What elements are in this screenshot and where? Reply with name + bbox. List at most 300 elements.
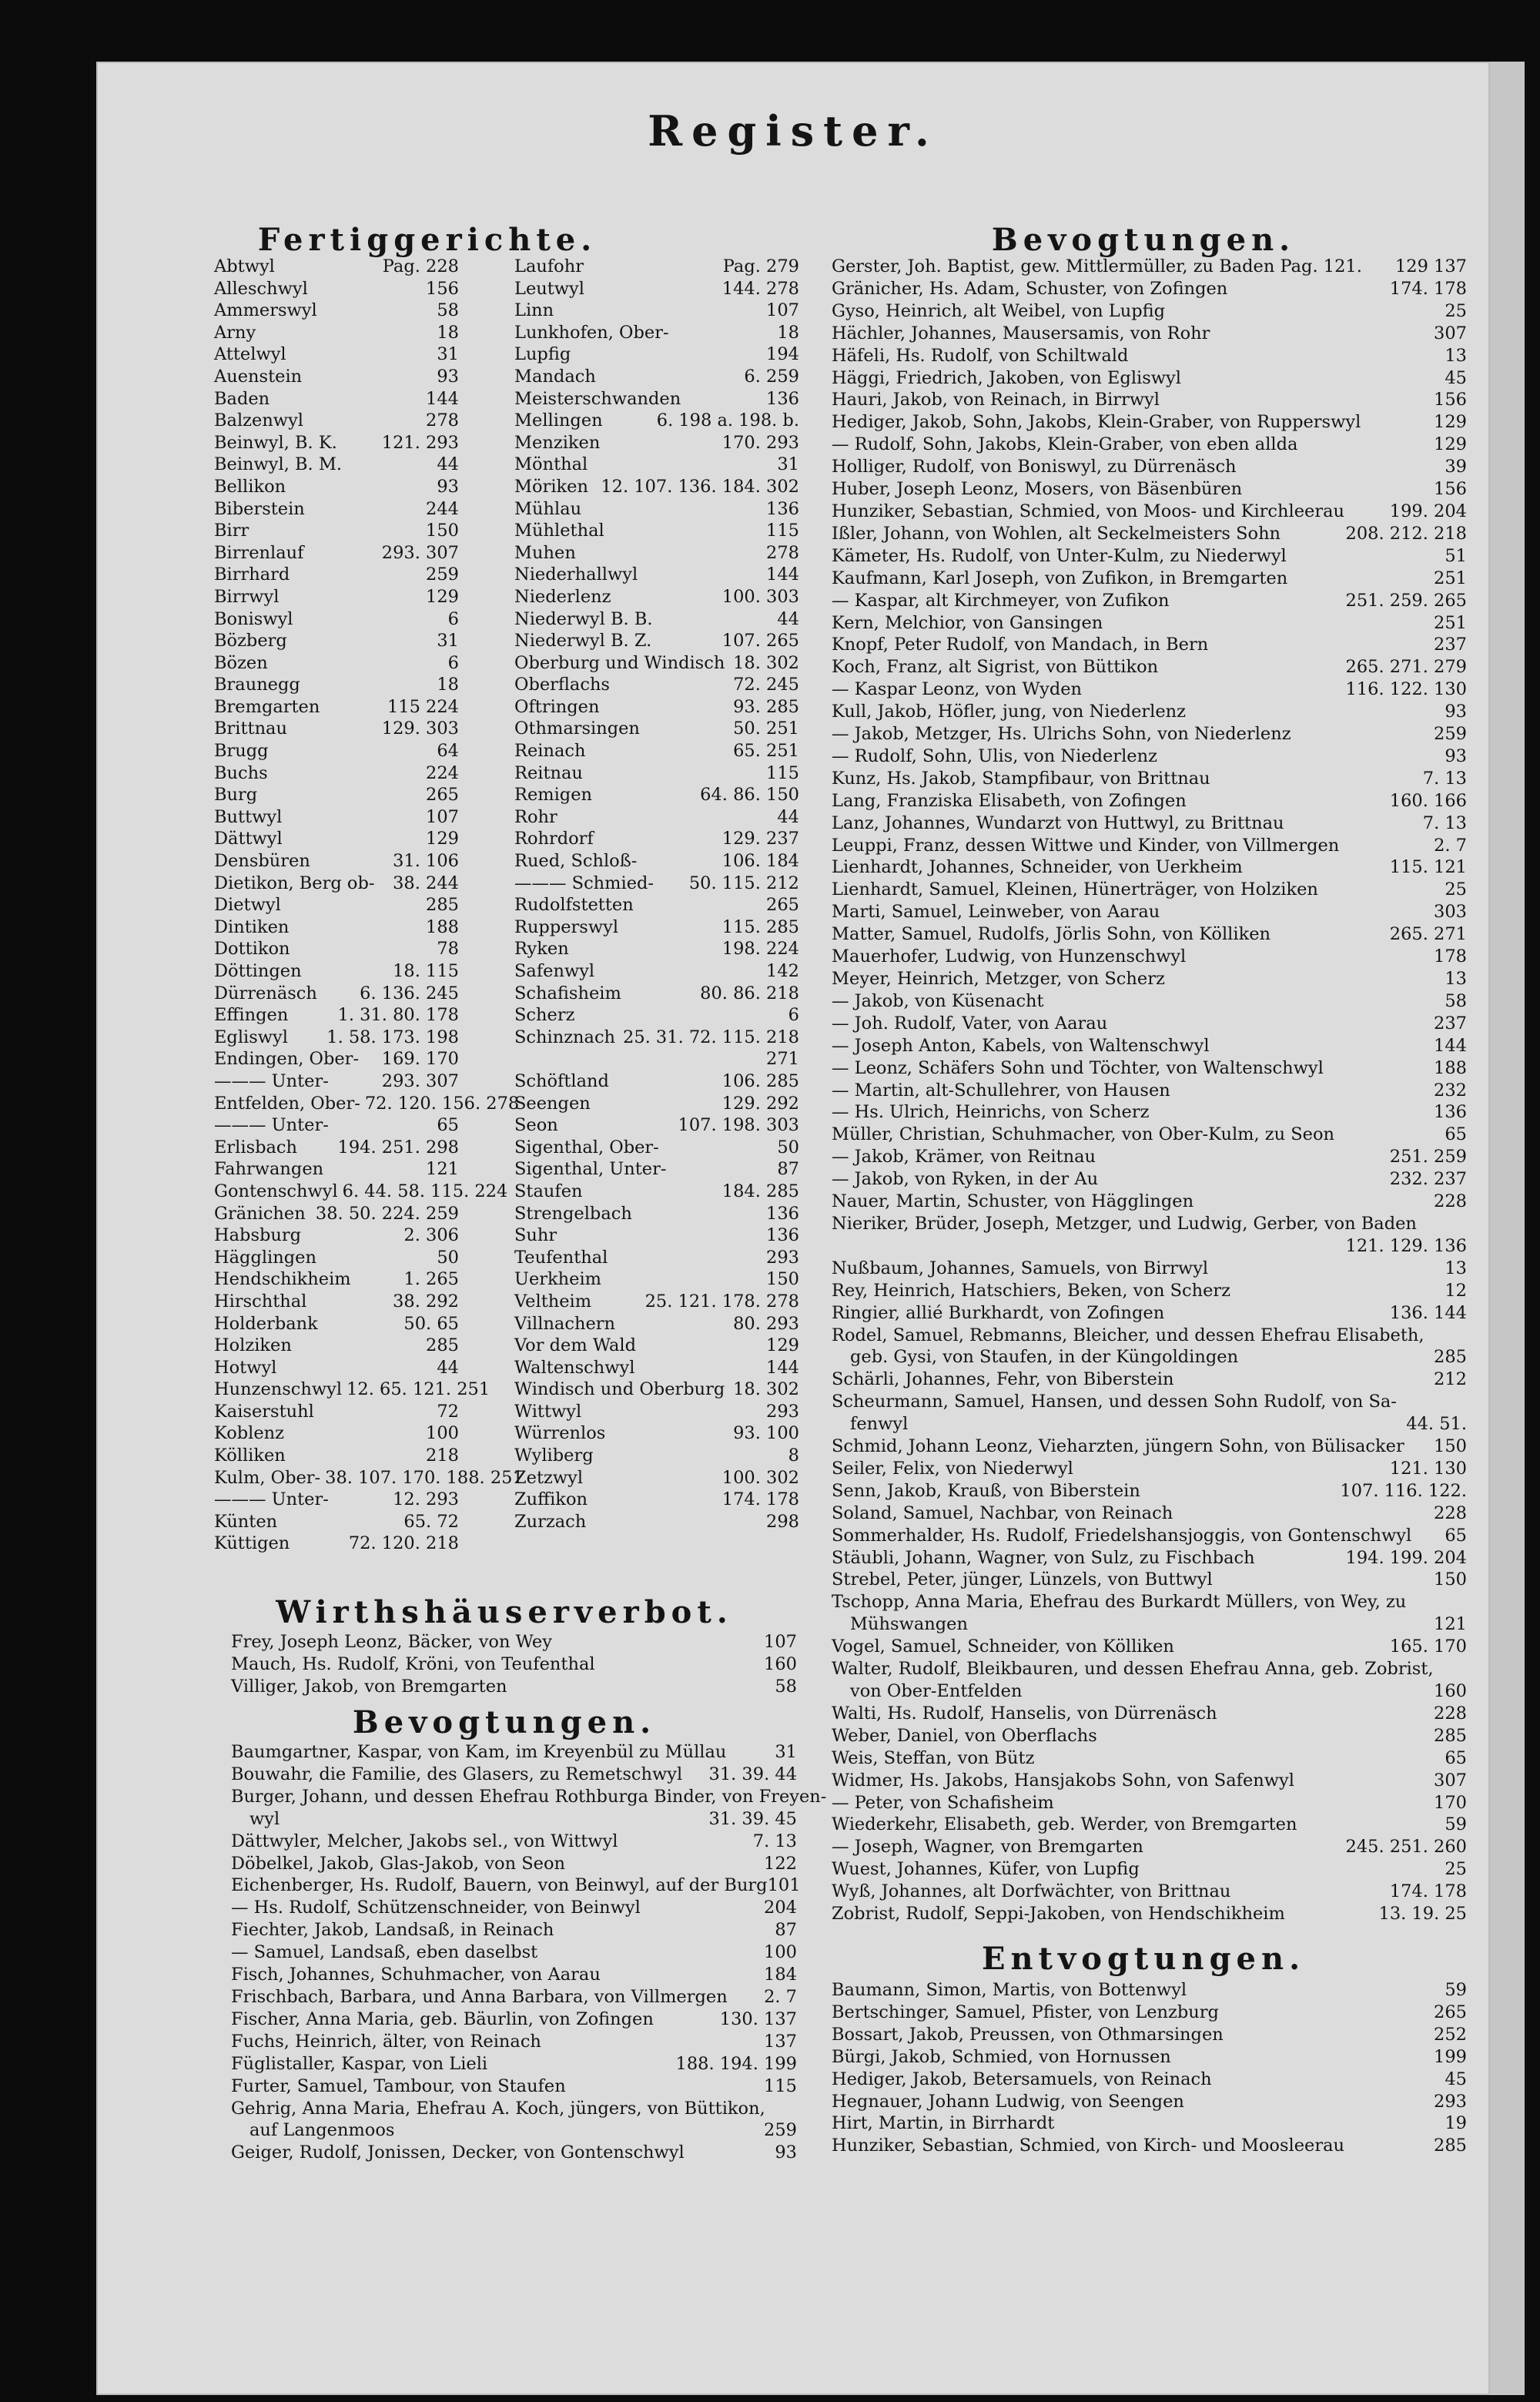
page-numbers: 50: [777, 1137, 799, 1157]
index-entry: [231, 1941, 797, 1964]
place-name: Kölliken: [214, 1446, 286, 1466]
place-name: Auenstein: [214, 366, 303, 387]
place-name: Döttingen: [214, 961, 302, 981]
entry-name: Gehrig, Anna Maria, Ehefrau A. Koch, jüngers, von Büttikon,: [231, 2098, 765, 2119]
page-numbers: 121: [1434, 1614, 1467, 1635]
index-row: [514, 1158, 799, 1181]
entry-continuation: [832, 1413, 1467, 1436]
entry-name: — Samuel, Landsaß, eben daselbst: [231, 1942, 538, 1963]
page-numbers: 106. 285: [721, 1070, 799, 1091]
place-name: Villiger, Jakob, von Bremgarten: [231, 1676, 507, 1697]
index-row: [514, 762, 799, 785]
entry-name: Baumgartner, Kaspar, von Kam, im Kreyenbül zu Müllau: [231, 1742, 727, 1762]
page-numbers: 150: [766, 1269, 799, 1290]
entry-name: — Jakob, Metzger, Hs. Ulrichs Sohn, von Niederlenz: [832, 724, 1291, 745]
index-row: [514, 586, 799, 608]
page-numbers: 65: [1445, 1525, 1467, 1546]
index-row: [214, 366, 459, 388]
index-entry: [832, 1725, 1467, 1747]
entry-name: Hediger, Jakob, Sohn, Jakobs, Klein-Graber, von Rupperswyl: [832, 412, 1361, 433]
entry-name: Marti, Samuel, Leinweber, von Aarau: [832, 902, 1160, 923]
page-numbers: 265: [766, 895, 799, 916]
index-row: [514, 520, 799, 542]
index-row: [214, 1401, 459, 1423]
page-numbers: 129: [1434, 412, 1467, 433]
page-numbers: 204: [764, 1898, 797, 1918]
page-numbers: 38. 292: [393, 1291, 459, 1312]
place-name: Birrenlauf: [214, 542, 304, 563]
place-name: Oftringen: [514, 696, 600, 717]
index-row: [214, 1093, 520, 1115]
page-numbers: 136: [1434, 1102, 1467, 1123]
page-numbers: 251: [1434, 612, 1467, 633]
place-name: Dürrenäsch: [214, 983, 317, 1003]
index-row: [214, 256, 459, 278]
index-row: [514, 498, 799, 521]
place-name: Rupperswyl: [514, 916, 619, 937]
entry-name: auf Langenmoos: [249, 2120, 395, 2141]
page-numbers: 307: [1434, 1770, 1467, 1791]
entry-name: Walti, Hs. Rudolf, Hanselis, von Dürrenäsch: [832, 1703, 1217, 1724]
index-row: [514, 1445, 799, 1467]
index-entry: [832, 879, 1467, 901]
page-numbers: 12. 65. 121. 251: [346, 1379, 490, 1400]
entry-name: Müller, Christian, Schuhmacher, von Ober-Kulm, zu Seon: [832, 1124, 1335, 1145]
page-numbers: 1. 265: [403, 1269, 459, 1290]
page-numbers: 265: [426, 785, 459, 806]
index-row: [514, 983, 799, 1005]
page-numbers: 265: [1434, 2002, 1467, 2022]
index-row: [514, 1070, 799, 1093]
page-numbers: 8: [788, 1446, 799, 1466]
place-name: Gontenschwyl: [214, 1181, 338, 1201]
index-row: [214, 476, 459, 498]
page-numbers: 150: [426, 521, 459, 541]
place-name: Bertschinger, Samuel, Pfister, von Lenzburg: [832, 2002, 1219, 2022]
index-entry: [832, 1591, 1467, 1613]
index-row: [514, 564, 799, 586]
fertiggerichte-column-2: [514, 256, 799, 1533]
page-numbers: 18. 115: [393, 961, 459, 981]
page-numbers: 6. 198 a. 198. b.: [656, 410, 799, 431]
place-name: Baumann, Simon, Martis, von Bottenwyl: [832, 1980, 1187, 2000]
entry-name: Rey, Heinrich, Hatschiers, Beken, von Scherz: [832, 1280, 1231, 1301]
page-numbers: 244: [426, 498, 459, 519]
page-numbers: 174. 178: [721, 1489, 799, 1510]
index-entry: [832, 1480, 1467, 1503]
entry-name: Stäubli, Johann, Wagner, von Sulz, zu Fischbach: [832, 1547, 1255, 1568]
index-row: [514, 1114, 799, 1137]
entry-name: Häfeli, Hs. Rudolf, von Schiltwald: [832, 345, 1129, 366]
index-row: [214, 1158, 459, 1181]
page-numbers: 293. 307: [381, 1070, 459, 1091]
entry-name: Hächler, Johannes, Mausersamis, von Rohr: [832, 323, 1210, 343]
entvogtungen-list: [832, 1979, 1467, 2157]
index-row: [514, 630, 799, 652]
page-numbers: 18: [777, 322, 799, 343]
entry-name: — Jakob, von Ryken, in der Au: [832, 1169, 1099, 1190]
page-numbers: 169. 170: [381, 1049, 459, 1070]
bevogtungen-right-heading: Bevogtungen.: [991, 222, 1296, 258]
index-row: [214, 762, 459, 785]
page-numbers: 65: [1445, 1124, 1467, 1145]
index-entry: [832, 1503, 1467, 1525]
index-row: [214, 1114, 459, 1137]
page-numbers: 45: [1445, 367, 1467, 388]
index-row: [214, 1511, 459, 1533]
index-row: [214, 586, 459, 608]
page-numbers: 59: [1445, 1980, 1467, 2000]
index-row: [214, 1224, 459, 1247]
entry-name: Gränicher, Hs. Adam, Schuster, von Zofingen: [832, 278, 1228, 299]
index-entry: [832, 590, 1467, 612]
entry-name: Kämeter, Hs. Rudolf, von Unter-Kulm, zu Niederwyl: [832, 545, 1287, 566]
index-row: [514, 410, 799, 432]
place-name: Hirschthal: [214, 1291, 307, 1312]
index-row: [214, 343, 459, 366]
place-name: Rohr: [514, 806, 557, 827]
index-entry: [231, 1741, 797, 1764]
index-row: [514, 476, 799, 498]
index-entry: [832, 1280, 1467, 1302]
page-numbers: 107: [426, 806, 459, 827]
index-row: [214, 960, 459, 983]
page-numbers: 129. 303: [381, 719, 459, 739]
page-numbers: 194. 199. 204: [1345, 1547, 1467, 1568]
place-name: Braunegg: [214, 675, 300, 695]
index-entry: [832, 1258, 1467, 1280]
place-name: Schinznach: [514, 1027, 616, 1047]
index-row: [214, 1181, 508, 1203]
entry-name: Soland, Samuel, Nachbar, von Reinach: [832, 1503, 1173, 1523]
place-name: Seengen: [514, 1093, 591, 1114]
place-name: Birrwyl: [214, 586, 280, 607]
place-name: Koblenz: [214, 1423, 285, 1444]
page-numbers: 100: [764, 1942, 797, 1963]
page-numbers: 100. 303: [721, 586, 799, 607]
page-numbers: 50. 251: [733, 719, 799, 739]
entry-name: Mühswangen: [850, 1614, 968, 1635]
index-entry: [832, 1146, 1467, 1168]
page-numbers: 116. 122. 130: [1345, 679, 1467, 700]
entry-name: Huber, Joseph Leonz, Mosers, von Bäsenbüren: [832, 479, 1243, 500]
place-name: Hendschikheim: [214, 1269, 351, 1290]
entry-name: Geiger, Rudolf, Jonissen, Decker, von Gontenschwyl: [231, 2142, 685, 2163]
index-entry: [832, 1057, 1467, 1080]
index-row: [514, 828, 799, 850]
place-name: Menziken: [514, 432, 601, 453]
index-row: [514, 1224, 799, 1247]
page-numbers: 150: [1434, 1436, 1467, 1457]
page-numbers: 2. 7: [1434, 835, 1467, 856]
index-row: [214, 278, 459, 300]
index-entry: [832, 1213, 1467, 1235]
page-numbers: 58: [1445, 990, 1467, 1011]
index-row: [514, 696, 799, 719]
index-entry: [832, 300, 1467, 323]
place-name: Hägglingen: [214, 1247, 316, 1268]
page-numbers: 144. 278: [721, 278, 799, 299]
page-numbers: 137: [764, 2031, 797, 2052]
page-numbers: 144: [766, 564, 799, 585]
page-numbers: 232: [1434, 1080, 1467, 1100]
page-numbers: 129: [426, 586, 459, 607]
place-name: Holziken: [214, 1335, 292, 1356]
entry-name: Rodel, Samuel, Rebmanns, Bleicher, und dessen Ehefrau Elisabeth,: [832, 1325, 1424, 1345]
place-name: Veltheim: [514, 1291, 592, 1312]
entry-name: Bouwahr, die Familie, des Glasers, zu Remetschwyl: [231, 1764, 683, 1784]
index-entry: [832, 1168, 1467, 1191]
index-row: [214, 696, 459, 719]
index-entry: [832, 1013, 1467, 1035]
page-numbers: 93: [437, 366, 459, 387]
index-entry: [832, 812, 1467, 835]
entry-name: Ringier, allié Burkhardt, von Zofingen: [832, 1302, 1165, 1323]
page-numbers: 64: [437, 741, 459, 762]
place-name: Mauch, Hs. Rudolf, Kröni, von Teufenthal: [231, 1653, 595, 1674]
index-entry: [231, 2008, 797, 2031]
index-entry: [832, 723, 1467, 745]
page-numbers: 285: [426, 895, 459, 916]
page-numbers: 38. 50. 224. 259: [315, 1203, 459, 1224]
page-numbers: 115 224: [387, 696, 459, 717]
entry-name: Wiederkehr, Elisabeth, geb. Werder, von Bremgarten: [832, 1814, 1297, 1835]
entry-name: Lanz, Johannes, Wundarzt von Huttwyl, zu Brittnau: [832, 812, 1284, 833]
page-numbers: 12. 107. 136. 184. 302: [601, 476, 799, 497]
page-numbers: 245. 251. 260: [1345, 1837, 1467, 1858]
page-numbers: 12: [1445, 1280, 1467, 1301]
index-entry: [832, 568, 1467, 590]
index-row: [832, 2135, 1467, 2157]
index-row: [514, 1268, 799, 1291]
index-entry: [832, 434, 1467, 456]
index-entry: [832, 411, 1467, 434]
index-row: [231, 1631, 797, 1653]
page-numbers: 31. 106: [393, 851, 459, 872]
index-entry: [832, 990, 1467, 1013]
page-numbers: 136. 144: [1389, 1302, 1467, 1323]
place-name: Ryken: [514, 939, 569, 960]
page-numbers: 121. 129. 136: [1345, 1235, 1467, 1256]
page-numbers: 78: [437, 939, 459, 960]
page-numbers: 25: [1445, 300, 1467, 321]
place-name: Erlisbach: [214, 1137, 298, 1157]
page-numbers: 115: [766, 762, 799, 783]
index-row: [514, 1379, 799, 1401]
index-row: [832, 2112, 1467, 2135]
place-name: Lunkhofen, Ober-: [514, 322, 669, 343]
page-numbers: 174. 178: [1389, 278, 1467, 299]
index-row: [514, 300, 799, 322]
index-row: [514, 1335, 799, 1357]
index-entry: [832, 856, 1467, 879]
entry-name: — Jakob, von Küsenacht: [832, 990, 1044, 1011]
place-name: Densbüren: [214, 851, 310, 872]
page-numbers: 188: [1434, 1057, 1467, 1078]
page-numbers: 144: [1434, 1035, 1467, 1056]
index-entry: [231, 1831, 797, 1853]
entry-name: Walter, Rudolf, Bleikbauren, und dessen Ehefrau Anna, geb. Zobrist,: [832, 1659, 1434, 1680]
place-name: Gränichen: [214, 1203, 306, 1224]
page-numbers: 13: [1445, 345, 1467, 366]
index-entry: [832, 1814, 1467, 1836]
index-row: [832, 2024, 1467, 2046]
page-numbers: 285: [1434, 2136, 1467, 2156]
page-numbers: 87: [775, 1920, 797, 1941]
index-entry: [832, 768, 1467, 790]
index-entry: [832, 923, 1467, 946]
page-numbers: 136: [766, 388, 799, 409]
entry-name: — Hs. Rudolf, Schützenschneider, von Beinwyl: [231, 1898, 641, 1918]
place-name: Baden: [214, 388, 270, 409]
entry-name: — Kaspar Leonz, von Wyden: [832, 679, 1083, 700]
index-row: [214, 873, 459, 895]
entry-name: fenwyl: [850, 1414, 909, 1435]
index-entry: [832, 278, 1467, 300]
place-name: Hunziker, Sebastian, Schmied, von Kirch- und Moosleerau: [832, 2136, 1345, 2156]
entry-name: Lienhardt, Johannes, Schneider, von Uerkheim: [832, 857, 1243, 878]
page-numbers: 93: [1445, 745, 1467, 766]
place-name: Küttigen: [214, 1533, 290, 1554]
place-name: Oberburg und Windisch: [514, 652, 725, 673]
place-name: Endingen, Ober-: [214, 1049, 360, 1070]
place-name: Hegnauer, Johann Ludwig, von Seengen: [832, 2091, 1184, 2112]
index-row: [214, 388, 459, 410]
index-row: [214, 498, 459, 521]
index-row: [214, 828, 459, 850]
page-numbers: 165. 170: [1389, 1637, 1467, 1657]
page-numbers: 31: [437, 631, 459, 652]
index-entry: [832, 345, 1467, 367]
index-row: [514, 1313, 799, 1335]
entry-continuation: [231, 1808, 797, 1831]
place-name: Uerkheim: [514, 1269, 602, 1290]
index-entry: [832, 946, 1467, 968]
entry-name: Holliger, Rudolf, von Boniswyl, zu Dürrenäsch: [832, 457, 1237, 477]
page-numbers: 2. 306: [403, 1225, 459, 1246]
bevogtungen-left-list: [231, 1741, 827, 2164]
index-entry: [832, 1569, 1467, 1591]
index-entry: [832, 478, 1467, 501]
index-entry: [832, 456, 1467, 478]
place-name: Reitnau: [514, 762, 583, 783]
page-numbers: 106. 184: [721, 851, 799, 872]
index-row: [514, 432, 799, 454]
entry-name: Koch, Franz, alt Sigrist, von Büttikon: [832, 657, 1159, 678]
page-numbers: 293: [1434, 2091, 1467, 2112]
page-numbers: 144: [766, 1357, 799, 1378]
page-numbers: Pag. 279: [722, 256, 799, 276]
index-entry: [832, 1703, 1467, 1725]
place-name: Balzenwyl: [214, 410, 303, 431]
page-numbers: 58: [775, 1676, 797, 1697]
place-name: Möriken: [514, 476, 588, 497]
index-entry: [231, 1897, 797, 1919]
index-row: [214, 1291, 459, 1313]
page-numbers: 13: [1445, 1258, 1467, 1278]
page-numbers: 115. 121: [1389, 857, 1467, 878]
page-numbers: 142: [766, 961, 799, 981]
page-numbers: 72. 245: [733, 675, 799, 695]
index-row: [214, 1335, 459, 1357]
page-numbers: 156: [426, 278, 459, 299]
index-entry: [832, 523, 1467, 545]
page-numbers: 259: [426, 564, 459, 585]
page-numbers: 129: [426, 829, 459, 849]
page-numbers: 51: [1445, 545, 1467, 566]
place-name: Teufenthal: [514, 1247, 608, 1268]
index-row: [231, 1653, 797, 1676]
page-numbers: 44: [777, 608, 799, 629]
index-row: [514, 343, 799, 366]
index-row: [214, 1247, 459, 1269]
index-row: [214, 938, 459, 960]
index-entry: [231, 2098, 797, 2120]
page-numbers: 93: [437, 476, 459, 497]
page-numbers: 2. 7: [764, 1986, 797, 2007]
page-numbers: 224: [426, 762, 459, 783]
page-numbers: 25: [1445, 879, 1467, 900]
page-numbers: 184. 285: [721, 1181, 799, 1201]
index-row: [514, 652, 799, 675]
page-numbers: 64. 86. 150: [700, 785, 799, 806]
wirthshaeuserverbot-list: [231, 1631, 797, 1698]
entry-continuation: [832, 1613, 1467, 1636]
place-name: Hirt, Martin, in Birrhardt: [832, 2113, 1055, 2134]
index-row: [514, 1004, 799, 1027]
entry-continuation: [832, 1680, 1467, 1703]
page-numbers: 251. 259. 265: [1345, 590, 1467, 611]
index-entry: [832, 389, 1467, 411]
fertiggerichte-column-1: [214, 256, 524, 1555]
index-entry: [832, 1436, 1467, 1458]
index-row: [514, 542, 799, 564]
page-numbers: 93: [775, 2142, 797, 2163]
index-row: [514, 938, 799, 960]
page-numbers: 228: [1434, 1191, 1467, 1212]
index-entry: [832, 323, 1467, 345]
page-numbers: 285: [426, 1335, 459, 1356]
entry-name: Ißler, Johann, von Wohlen, alt Seckelmeisters Sohn: [832, 523, 1281, 544]
index-row: [214, 740, 459, 762]
index-entry: [231, 1919, 797, 1941]
place-name: Brugg: [214, 741, 269, 762]
index-row: [214, 1313, 459, 1335]
place-name: Mandach: [514, 366, 596, 387]
place-name: Sigenthal, Unter-: [514, 1159, 667, 1180]
index-entry: [832, 1747, 1467, 1770]
page-numbers: 129: [1434, 434, 1467, 455]
place-name: Seon: [514, 1115, 558, 1136]
index-entry: [832, 1881, 1467, 1903]
index-row: [514, 366, 799, 388]
index-row: [514, 960, 799, 983]
index-entry: [832, 968, 1467, 990]
page-numbers: 13. 19. 25: [1378, 1904, 1467, 1925]
entry-name: Matter, Samuel, Rudolfs, Jörlis Sohn, von Kölliken: [832, 924, 1271, 945]
page-numbers: 293: [766, 1247, 799, 1268]
page-numbers: 265. 271: [1389, 924, 1467, 945]
page-numbers: 25. 121. 178. 278: [644, 1291, 799, 1312]
place-name: Burg: [214, 785, 258, 806]
place-name: Safenwyl: [514, 961, 595, 981]
index-entry: [832, 634, 1467, 656]
place-name: Remigen: [514, 785, 592, 806]
place-name: Zuffikon: [514, 1489, 588, 1510]
index-row: [514, 388, 799, 410]
place-name: Mühlau: [514, 498, 582, 519]
place-name: Rohrdorf: [514, 829, 594, 849]
